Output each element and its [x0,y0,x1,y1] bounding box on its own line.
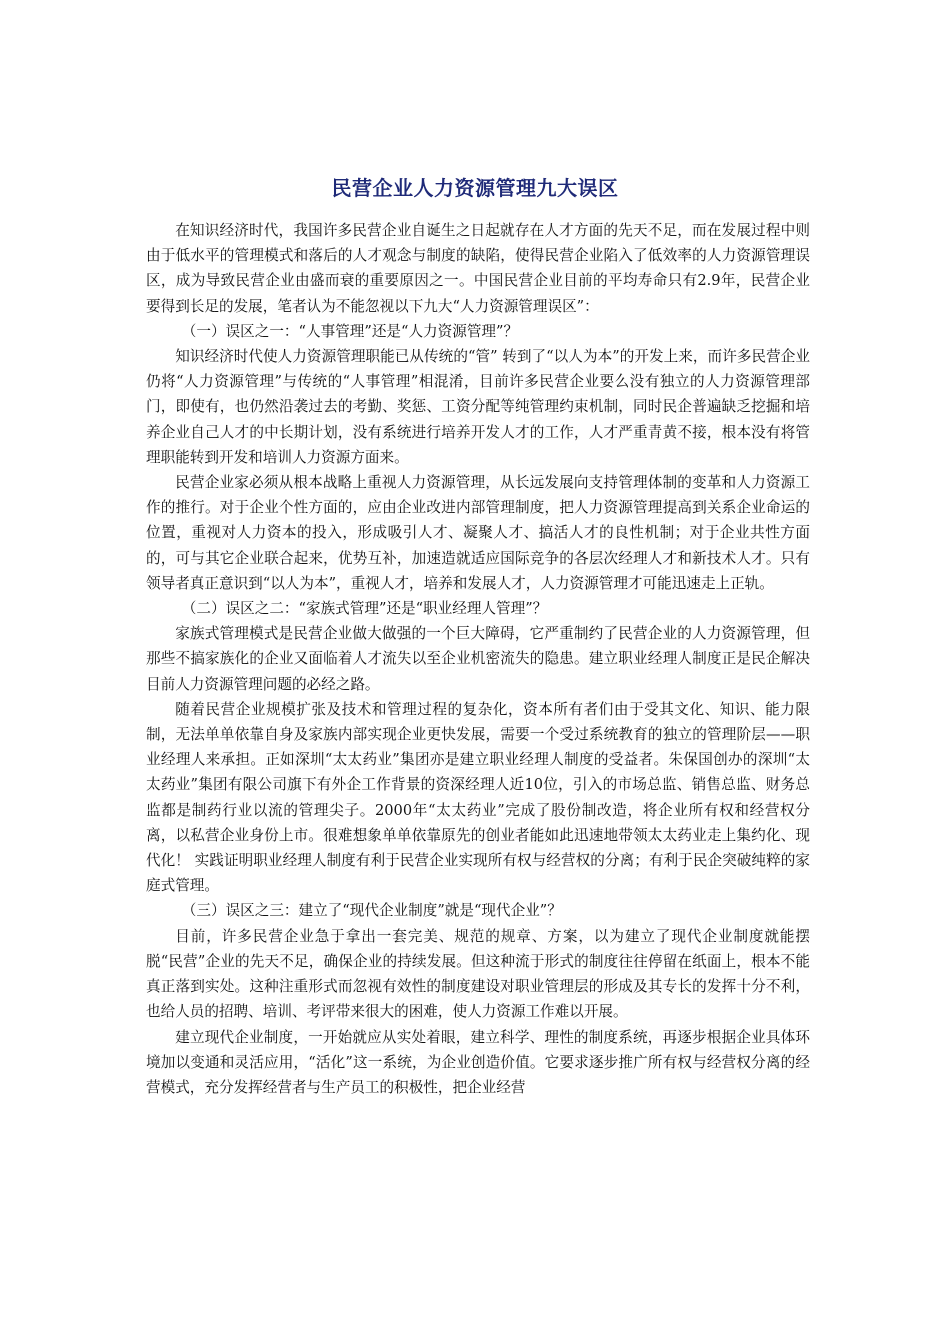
paragraph-intro: 在知识经济时代，我国许多民营企业自诞生之日起就存在人才方面的先天不足，而在发展过程中则由于低水平的管理模式和落后的人才观念与制度的缺陷，使得民营企业陷入了低效率的人力资源管理误区，成为导致民营企业由盛而衰的重要原因之一。中国民营企业目前的平均寿命只有2.9年，民营企业要得到长足的发展，笔者认为不能忽视以下九大“人力资源管理误区”： [146,222,810,315]
document-body [146,218,810,1100]
paragraph: 知识经济时代使人力资源管理职能已从传统的“管” 转到了“以人为本”的开发上来，而许多民营企业仍将“人力资源管理”与传统的“人事管理”相混淆，目前许多民营企业要么没有独立的人力资源管理部门，即使有，也仍然沿袭过去的考勤、奖惩、工资分配等纯管理约束机制，同时民企普遍缺乏挖掘和培养企业自己人才的中长期计划，没有系统进行培养开发人才的工作，人才严重青黄不接，根本没有将管理职能转到开发和培训人力资源方面来。 [146,348,810,466]
document-title: 民营企业人力资源管理九大误区 [331,176,619,200]
paragraph: 家族式管理模式是民营企业做大做强的一个巨大障碍，它严重制约了民营企业的人力资源管理，但那些不搞家族化的企业又面临着人才流失以至企业机密流失的隐患。建立职业经理人制度正是民企解决目前人力资源管理问题的必经之路。 [146,625,810,693]
paragraph: 目前，许多民营企业急于拿出一套完美、规范的规章、方案，以为建立了现代企业制度就能摆脱“民营”企业的先天不足，确保企业的持续发展。但这种流于形式的制度往往停留在纸面上，根本不能真正落到实处。这种注重形式而忽视有效性的制度建设对职业管理层的形成及其专长的发挥十分不利，也给人员的招聘、培训、考评带来很大的困难，使人力资源工作难以开展。 [146,927,810,1021]
section-heading-3: （三）误区之三：建立了“现代企业制度”就是“现代企业”？ [181,902,562,920]
section-heading-2: （二）误区之二：“家族式管理”还是“职业经理人管理”？ [181,600,548,618]
paragraph: 随着民营企业规模扩张及技术和管理过程的复杂化，资本所有者们由于受其文化、知识、能力限制，无法单单依靠自身及家族内部实现企业更快发展，需要一个受过系统教育的独立的管理阶层——职业经理人来承担。正如深圳“太太药业”集团亦是建立职业经理人制度的受益者。朱保国创办的深圳“太太药业”集团有限公司旗下有外企工作背景的资深经理人近10位，引入的市场总监、销售总监、财务总监都是制药行业以流的管理尖子。2000年“太太药业”完成了股份制改造，将企业所有权和经营权分离，以私营企业身份上市。很难想象单单依靠原先的创业者能如此迅速地带领太太药业走上集约化、现代化！ 实践证明职业经理人制度有利于民营企业实现所有权与经营权的分离；有利于民企突破纯粹的家庭式管理。 [146,700,810,895]
section-heading-1: （一）误区之一：“人事管理”还是“人力资源管理”？ [181,322,519,340]
paragraph: 民营企业家必须从根本战略上重视人力资源管理，从长远发展向支持管理体制的变革和人力资源工作的推行。对于企业个性方面的，应由企业改进内部管理制度，把人力资源管理提高到关系企业命运的位置，重视对人力资本的投入，形成吸引人才、凝聚人才、搞活人才的良性机制；对于企业共性方面的，可与其它企业联合起来，优势互补，加速造就适应国际竞争的各层次经理人才和新技术人才。只有领导者真正意识到“以人为本”，重视人才，培养和发展人才，人力资源管理才可能迅速走上正轨。 [146,474,810,592]
paragraph: 建立现代企业制度，一开始就应从实处着眼，建立科学、理性的制度系统，再逐步根据企业具体环境加以变通和灵活应用，“活化”这一系统，为企业创造价值。它要求逐步推广所有权与经营权分离的经营模式，充分发挥经营者与生产员工的积极性，把企业经营 [146,1028,810,1096]
